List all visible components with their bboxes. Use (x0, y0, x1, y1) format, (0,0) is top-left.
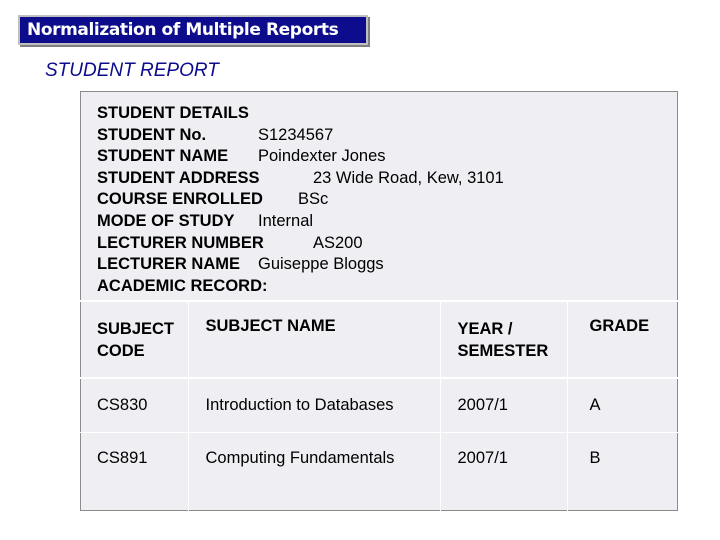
table-row (80, 432, 678, 512)
cell-subject-code: CS830 (80, 378, 188, 432)
course-enrolled-value: BSc (298, 190, 329, 209)
lecturer-name-row (97, 254, 384, 276)
student-details (97, 103, 504, 297)
slide-title-box (18, 15, 368, 45)
table-row (80, 378, 678, 432)
mode-of-study-label: MODE OF STUDY (97, 211, 235, 230)
student-number-value: S1234567 (258, 125, 334, 144)
lecturer-number-label: LECTURER NUMBER (97, 233, 264, 252)
student-address-label: STUDENT ADDRESS (97, 168, 260, 187)
cell-grade: A (567, 378, 678, 432)
student-address-row (97, 168, 504, 190)
academic-record-table (80, 300, 678, 512)
mode-of-study-row (97, 211, 314, 233)
header-year-semester: YEAR / SEMESTER (440, 301, 567, 378)
course-enrolled-label: COURSE ENROLLED (97, 190, 263, 209)
student-name-value: Poindexter Jones (258, 147, 386, 166)
student-name-row (97, 146, 386, 168)
student-name-label: STUDENT NAME (97, 147, 229, 166)
header-grade: GRADE (567, 301, 678, 378)
header-subject-name: SUBJECT NAME (188, 301, 440, 378)
student-number-label: STUDENT No. (97, 125, 207, 144)
cell-subject-code: CS891 (80, 432, 188, 512)
lecturer-name-label: LECTURER NAME (97, 255, 240, 274)
student-address-value: 23 Wide Road, Kew, 3101 (313, 168, 504, 187)
lecturer-name-value: Guiseppe Bloggs (258, 255, 384, 274)
academic-record-heading-row (97, 276, 268, 298)
cell-subject-name: Introduction to Databases (188, 378, 440, 432)
cell-subject-name: Computing Fundamentals (188, 432, 440, 512)
lecturer-number-row (97, 233, 363, 255)
report-heading: STUDENT REPORT (45, 60, 219, 81)
table-header-row (80, 301, 678, 378)
cell-grade: B (567, 432, 678, 512)
cell-year-semester: 2007/1 (440, 378, 567, 432)
slide-title: Normalization of Multiple Reports (27, 20, 339, 40)
header-subject-code: SUBJECT CODE (80, 301, 188, 378)
details-heading: STUDENT DETAILS (97, 104, 249, 122)
details-heading-row (97, 103, 268, 125)
lecturer-number-value: AS200 (313, 233, 363, 252)
academic-record-heading: ACADEMIC RECORD: (97, 276, 268, 295)
course-enrolled-row (97, 189, 329, 211)
cell-year-semester: 2007/1 (440, 432, 567, 512)
mode-of-study-value: Internal (258, 211, 314, 230)
student-number-row (97, 125, 334, 147)
